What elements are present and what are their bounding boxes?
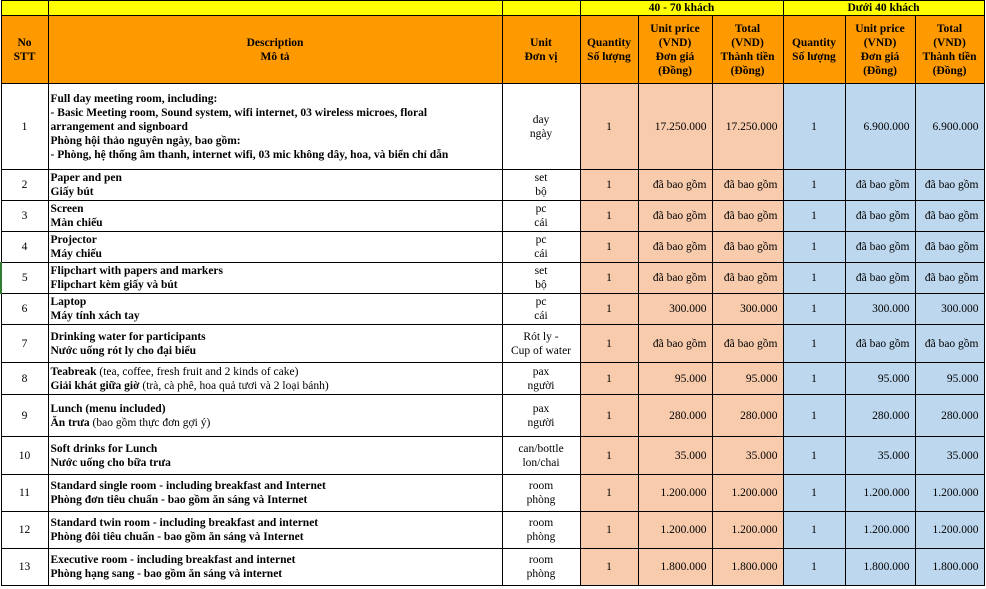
header-unit-price-1: Unit price (VND) Đơn giá (Đồng) [638,16,712,84]
row-number: 9 [1,395,48,437]
row-quantity-group2: 1 [783,437,845,475]
row-unit-price-group2: 1.200.000 [845,512,915,549]
row-quantity-group1: 1 [580,201,638,232]
row-quantity-group2: 1 [783,363,845,395]
row-number: 13 [1,549,48,586]
table-row [1,84,984,170]
row-unit: pc cái [502,294,580,325]
row-unit-price-group2: đã bao gồm [845,325,915,363]
row-unit-price-group1: 1.200.000 [638,512,712,549]
row-description: Standard twin room - including breakfast and internet Phòng đôi tiêu chuẩn - bao gồm ăn sáng và Internet [48,512,502,549]
row-quantity-group2: 1 [783,294,845,325]
row-total-group1: đã bao gồm [712,263,783,294]
table-row [1,395,984,437]
row-total-group1: đã bao gồm [712,232,783,263]
row-unit-price-group2: 300.000 [845,294,915,325]
row-description: Teabreak (tea, coffee, fresh fruit and 2 kinds of cake) Giải khát giữa giờ (trà, cà phê, hoa quả tươi và 2 loại bánh) [48,363,502,395]
row-unit-price-group2: 1.200.000 [845,475,915,512]
row-unit: room phòng [502,475,580,512]
row-total-group2: đã bao gồm [915,232,984,263]
row-total-group2: đã bao gồm [915,201,984,232]
row-number: 8 [1,363,48,395]
row-unit-price-group1: 35.000 [638,437,712,475]
row-quantity-group2: 1 [783,263,845,294]
row-unit: pc cái [502,232,580,263]
row-quantity-group2: 1 [783,201,845,232]
row-total-group1: 95.000 [712,363,783,395]
row-unit: set bộ [502,263,580,294]
header-unit-price-2: Unit price (VND) Đơn giá (Đồng) [845,16,915,84]
row-number: 6 [1,294,48,325]
row-description: Laptop Máy tính xách tay [48,294,502,325]
row-total-group1: 1.200.000 [712,475,783,512]
row-quantity-group1: 1 [580,363,638,395]
row-description: Drinking water for participants Nước uống rót ly cho đại biểu [48,325,502,363]
row-number: 3 [1,201,48,232]
row-number: 11 [1,475,48,512]
row-quantity-group1: 1 [580,475,638,512]
header-unit: Unit Đơn vị [502,16,580,84]
row-unit-price-group1: 300.000 [638,294,712,325]
row-unit-price-group1: 17.250.000 [638,84,712,170]
table-row [1,363,984,395]
row-description: Paper and pen Giấy bút [48,170,502,201]
row-total-group1: 300.000 [712,294,783,325]
row-unit: can/bottle lon/chai [502,437,580,475]
row-unit-price-group1: đã bao gồm [638,263,712,294]
row-unit-price-group1: đã bao gồm [638,232,712,263]
row-quantity-group2: 1 [783,475,845,512]
header-quantity-2: Quantity Số lượng [783,16,845,84]
table-row [1,232,984,263]
row-unit-price-group1: đã bao gồm [638,170,712,201]
row-total-group2: đã bao gồm [915,170,984,201]
blank-cell [1,1,48,16]
header-total-2: Total (VND) Thành tiền (Đồng) [915,16,984,84]
row-unit-price-group2: 95.000 [845,363,915,395]
row-unit-price-group1: đã bao gồm [638,325,712,363]
row-quantity-group2: 1 [783,170,845,201]
row-number: 5 [1,263,48,294]
row-quantity-group2: 1 [783,549,845,586]
table-row [1,201,984,232]
row-unit-price-group2: đã bao gồm [845,232,915,263]
row-number: 1 [1,84,48,170]
row-unit: pc cái [502,201,580,232]
row-unit: pax người [502,363,580,395]
row-unit-price-group2: đã bao gồm [845,201,915,232]
row-unit-price-group2: 6.900.000 [845,84,915,170]
header-quantity-1: Quantity Số lượng [580,16,638,84]
row-quantity-group1: 1 [580,232,638,263]
table-row [1,263,984,294]
row-total-group2: 1.200.000 [915,512,984,549]
row-quantity-group1: 1 [580,395,638,437]
row-description: Projector Máy chiếu [48,232,502,263]
row-total-group2: 300.000 [915,294,984,325]
row-total-group1: 17.250.000 [712,84,783,170]
row-total-group1: đã bao gồm [712,325,783,363]
row-unit: set bộ [502,170,580,201]
row-unit-price-group1: 280.000 [638,395,712,437]
row-quantity-group2: 1 [783,395,845,437]
row-total-group2: 1.200.000 [915,475,984,512]
row-number: 7 [1,325,48,363]
table-row [1,437,984,475]
row-total-group2: đã bao gồm [915,263,984,294]
row-unit: room phòng [502,549,580,586]
group-header-row [1,1,984,16]
row-quantity-group2: 1 [783,512,845,549]
blank-cell [48,1,502,16]
row-total-group1: đã bao gồm [712,201,783,232]
row-description: Full day meeting room, including: - Basic Meeting room, Sound system, wifi internet, 03 wireless microes, floral arrangement and signboard Phòng hội thảo nguyên ngày, bao gồm: - Phòng, hệ thống âm thanh, internet wifi, 03 mic không dây, hoa, và biển chỉ dẫn [48,84,502,170]
row-quantity-group2: 1 [783,84,845,170]
row-unit-price-group2: đã bao gồm [845,263,915,294]
row-number: 12 [1,512,48,549]
row-quantity-group1: 1 [580,84,638,170]
table-row [1,325,984,363]
row-total-group2: 6.900.000 [915,84,984,170]
row-unit: day ngày [502,84,580,170]
row-unit: pax người [502,395,580,437]
row-description: Screen Màn chiếu [48,201,502,232]
row-unit: Rót ly - Cup of water [502,325,580,363]
row-quantity-group1: 1 [580,512,638,549]
row-total-group2: 1.800.000 [915,549,984,586]
row-total-group1: 35.000 [712,437,783,475]
row-number: 10 [1,437,48,475]
blank-cell [502,1,580,16]
row-description: Flipchart with papers and markers Flipchart kèm giấy và bút [48,263,502,294]
row-unit-price-group1: 1.800.000 [638,549,712,586]
table-row [1,294,984,325]
group-header-40-70: 40 - 70 khách [580,1,783,16]
row-unit: room phòng [502,512,580,549]
row-unit-price-group1: đã bao gồm [638,201,712,232]
row-quantity-group1: 1 [580,325,638,363]
row-unit-price-group1: 1.200.000 [638,475,712,512]
row-quantity-group2: 1 [783,232,845,263]
row-total-group2: 95.000 [915,363,984,395]
row-quantity-group1: 1 [580,437,638,475]
table-row [1,475,984,512]
table-row [1,170,984,201]
row-quantity-group1: 1 [580,549,638,586]
row-total-group1: đã bao gồm [712,170,783,201]
row-quantity-group1: 1 [580,294,638,325]
row-total-group2: 280.000 [915,395,984,437]
row-total-group2: đã bao gồm [915,325,984,363]
table-row [1,512,984,549]
row-total-group1: 1.200.000 [712,512,783,549]
row-description: Executive room - including breakfast and internet Phòng hạng sang - bao gồm ăn sáng và internet [48,549,502,586]
row-total-group1: 1.800.000 [712,549,783,586]
row-description: Standard single room - including breakfast and Internet Phòng đơn tiêu chuẩn - bao gồm ăn sáng và Internet [48,475,502,512]
row-unit-price-group2: 1.800.000 [845,549,915,586]
row-number: 4 [1,232,48,263]
header-description: Description Mô tả [48,16,502,84]
group-header-under-40: Dưới 40 khách [783,1,984,16]
header-no: No STT [1,16,48,84]
header-total-1: Total (VND) Thành tiền (Đồng) [712,16,783,84]
table-row [1,549,984,586]
row-quantity-group1: 1 [580,263,638,294]
row-total-group2: 35.000 [915,437,984,475]
row-description: Lunch (menu included) Ăn trưa (bao gồm thực đơn gợi ý) [48,395,502,437]
column-header-row [1,16,984,84]
row-description: Soft drinks for Lunch Nước uống cho bữa trưa [48,437,502,475]
row-quantity-group1: 1 [580,170,638,201]
row-unit-price-group2: 280.000 [845,395,915,437]
row-unit-price-group1: 95.000 [638,363,712,395]
row-total-group1: 280.000 [712,395,783,437]
row-unit-price-group2: đã bao gồm [845,170,915,201]
row-number: 2 [1,170,48,201]
row-quantity-group2: 1 [783,325,845,363]
row-unit-price-group2: 35.000 [845,437,915,475]
